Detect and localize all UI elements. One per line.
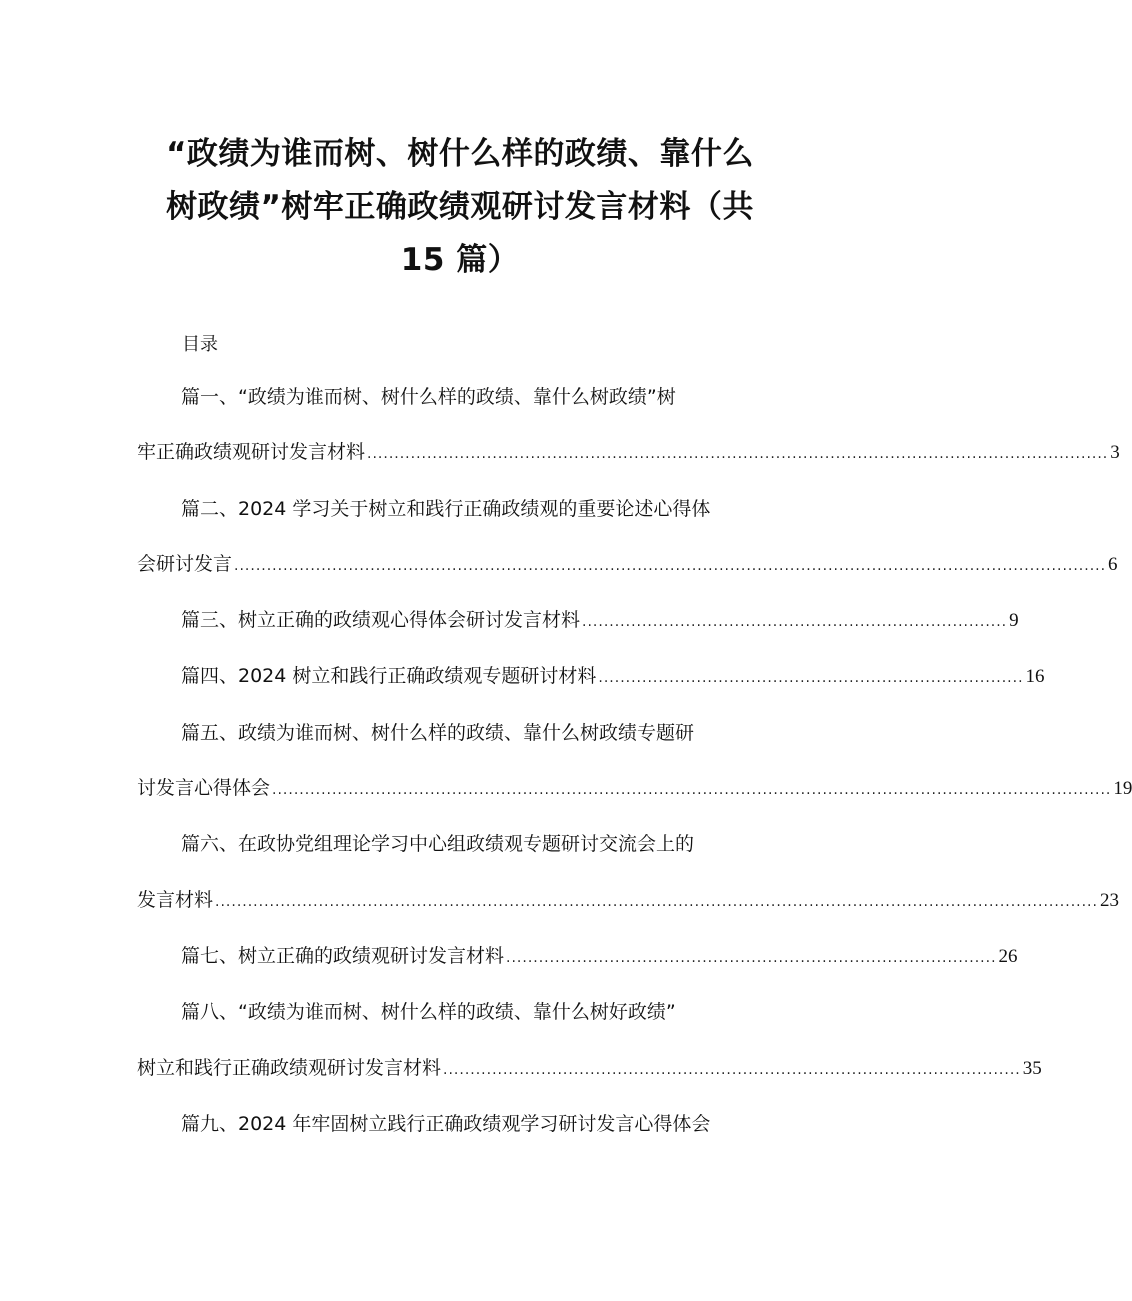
toc-entry-text: 牢正确政绩观研讨发言材料 <box>137 441 366 463</box>
toc-entry-6-line1: 篇六、在政协党组理论学习中心组政绩观专题研讨交流会上的 <box>181 833 695 855</box>
title-line-1: “政绩为谁而树、树什么样的政绩、靠什么 <box>166 136 754 172</box>
toc-page-number: 23 <box>1099 890 1119 911</box>
leader-dots: .......................................................................................... <box>506 950 997 966</box>
leader-dots: ........................................................................................................................................ <box>367 446 1109 462</box>
toc-entry-text: 会研讨发言 <box>137 553 233 575</box>
toc-entry-2-line1: 篇二、2024 学习关于树立和践行正确政绩观的重要论述心得体 <box>181 498 711 520</box>
toc-entry-9-line1: 篇九、2024 年牢固树立践行正确政绩观学习研讨发言心得体会 <box>181 1113 711 1135</box>
toc-page-number: 16 <box>1025 666 1045 687</box>
toc-entry-2-line2[interactable] <box>137 550 1118 580</box>
leader-dots: .............................................................................. <box>598 670 1024 686</box>
title-line-2: 树政绩”树牢正确政绩观研讨发言材料（共 <box>166 189 754 225</box>
leader-dots: .......................................................................................................................................................... <box>272 782 1112 798</box>
toc-entry-5-line2[interactable] <box>137 774 1132 804</box>
leader-dots: .................................................................................................................................................................. <box>215 894 1098 910</box>
toc-entry-text: 篇三、树立正确的政绩观心得体会研讨发言材料 <box>181 609 581 631</box>
toc-entry-4[interactable] <box>181 662 1045 692</box>
leader-dots: ................................................................................................................................................................ <box>234 558 1107 574</box>
toc-heading: 目录 <box>182 334 218 355</box>
document-title <box>100 128 820 287</box>
toc-entry-text: 篇七、树立正确的政绩观研讨发言材料 <box>181 945 505 967</box>
toc-entry-1-line1: 篇一、“政绩为谁而树、树什么样的政绩、靠什么树政绩”树 <box>181 386 676 408</box>
toc-entry-7[interactable] <box>181 942 1018 972</box>
toc-page-number: 26 <box>998 946 1018 967</box>
toc-entry-6-line2[interactable] <box>137 886 1119 916</box>
toc-entry-text: 树立和践行正确政绩观研讨发言材料 <box>137 1057 442 1079</box>
toc-entry-text: 篇四、2024 树立和践行正确政绩观专题研讨材料 <box>181 665 597 687</box>
toc-entry-8-line1: 篇八、“政绩为谁而树、树什么样的政绩、靠什么树好政绩” <box>181 1001 676 1023</box>
toc-page-number: 9 <box>1009 610 1019 631</box>
toc-page-number: 6 <box>1108 554 1118 575</box>
toc-entry-5-line1: 篇五、政绩为谁而树、树什么样的政绩、靠什么树政绩专题研 <box>181 722 695 744</box>
leader-dots: .............................................................................. <box>582 614 1008 630</box>
toc-page-number: 35 <box>1022 1058 1042 1079</box>
toc-entry-1-line2[interactable] <box>137 438 1120 468</box>
toc-entry-text: 发言材料 <box>137 889 214 911</box>
title-line-3: 15 篇） <box>400 242 520 278</box>
toc-entry-text: 讨发言心得体会 <box>137 777 271 799</box>
toc-page-number: 19 <box>1113 778 1132 799</box>
leader-dots: .......................................................................................................... <box>443 1062 1021 1078</box>
toc-entry-3[interactable] <box>181 606 1019 636</box>
toc-entry-8-line2[interactable] <box>137 1054 1042 1084</box>
toc-page-number: 3 <box>1110 442 1120 463</box>
